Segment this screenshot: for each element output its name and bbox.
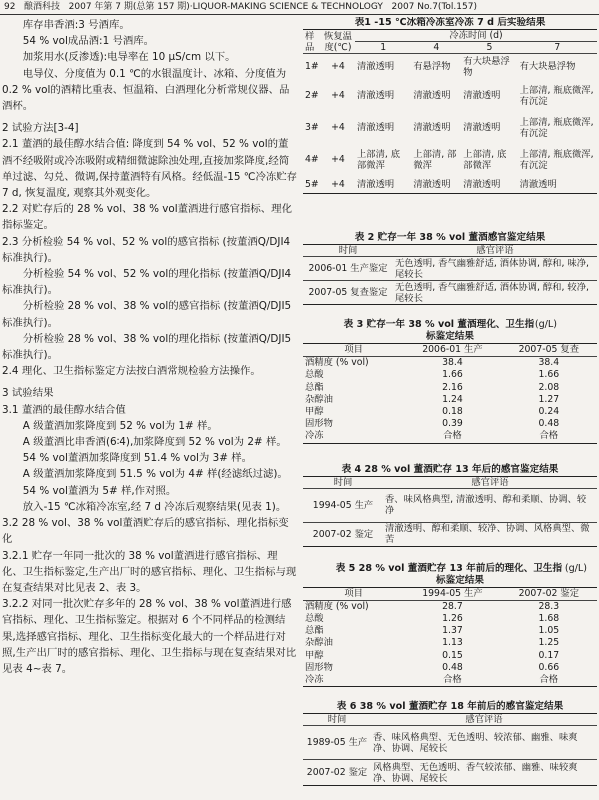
paragraph: 2.2 对贮存后的 28 % vol、38 % vol董酒进行感官指标、理化指标鉴定。 [2,203,292,232]
table1-cell: 有悬浮物 [413,61,451,73]
table-row [303,637,597,649]
table-row [303,357,597,370]
table1-cell: 清澈透明 [413,122,451,133]
table5-cell: 杂醇油 [305,637,333,649]
table-row [303,726,597,760]
paragraph: 54 % vol成品酒:1 号酒库。 [22,35,155,48]
table1-cell: 清澈透明 [519,178,557,190]
table2-cell: 2007-05 复查鉴定 [308,287,388,298]
paragraph: 分析检验 28 % vol、38 % vol的理化指标 (按董酒Q/DJI5 标准执行)。 [2,332,292,362]
paragraph: 2.1 董酒的最佳醇水结合值: 降度到 54 % vol、52 % vol的董酒不经吸附或冷冻吸附或精细微滤除浊处理,直接加浆降度,经简单过滤、勾兑、微调,保持董酒特有风格。经低温-15 ℃冷冻贮存 7 d, 恢复温度, 观察其外观变化。 [2,138,298,200]
table6-caption: 表 6 38 % vol 董酒贮存 18 年前后的感官鉴定结果 [336,701,564,713]
paragraph: A 级董酒加浆降度到 51.5 % vol为 4# 样(经滤纸过滤)。 [22,468,288,481]
table4-cell: 1994-05 生产 [312,499,374,511]
table-row [303,488,597,522]
table1-day: 7 [554,42,561,53]
table5-cell: 总酯 [305,625,324,637]
table1-header-sample: 样品 [305,30,315,53]
table5 [303,587,597,688]
table1-cell: 5# [305,178,319,190]
table-row [303,522,597,546]
table2-header-time: 时间 [338,245,358,256]
table1-cell: 清澈透明 [413,178,451,190]
table5-header: 项目 [344,587,363,599]
table1-cell: 清澈透明 [463,122,501,133]
table1-cell: +4 [331,61,345,73]
table4-header-eval: 感官评语 [471,476,509,488]
table5-caption [303,563,597,587]
table2-cell: 2006-01 生产鉴定 [308,263,388,274]
table4 [303,476,597,547]
table6 [303,713,597,786]
table1-cell: +4 [331,178,345,190]
table5-header: 2007-02 鉴定 [518,587,579,599]
table3-cell: 2.08 [538,381,560,393]
table5-cell: 1.26 [442,613,463,625]
table5-cell: 1.13 [442,637,463,649]
table3-cell: 0.39 [442,418,463,430]
table1-cell: +4 [331,154,345,165]
paragraph: 3.2 28 % vol、38 % vol董酒贮存后的感官指标、理化指标变化 [2,517,289,546]
table3-header: 项目 [344,344,363,355]
table-row [303,54,597,80]
table1-cell: +4 [331,90,345,101]
table-row [303,613,597,625]
paragraph: A 级董酒加浆降度到 52 % vol为 1# 样。 [22,419,218,432]
table6-header-eval: 感官评语 [465,714,503,726]
table5-cell: 固形物 [305,661,333,673]
table3-cell: 固形物 [305,418,333,430]
paragraph: 3.2.1 贮存一年同一批次的 38 % vol董酒进行感官指标、理化、卫生指标鉴定,生产出厂时的感官指标、理化、卫生指标与现在复查结果对比见表 2、表 3。 [2,549,297,594]
table5-cell: 合格 [443,674,462,686]
paragraph: 分析检验 54 % vol、52 % vol的理化指标 (按董酒Q/DJI4 标准执行)。 [2,268,292,297]
table4-cell: 清澈透明、醇和柔顺、较净、协调、风格典型、微苦 [385,523,590,546]
table-row [303,369,597,381]
table-row [303,406,597,418]
table6-cell: 风格典型、无色透明、香气较浓郁、幽雅、味较爽净、协调、尾较长 [373,761,578,784]
paragraph: 3.2.2 对同一批次贮存多年的 28 % vol、38 % vol董酒进行感官指标、理化、卫生指标鉴定。根据对 6 个不同样品的检测结果,选择感官指标、理化、卫生指标变化最大的一个样品进行对照,生产出厂时的感官指标、理化、卫生指标与现在复查结果对比见表 4~表 7。 [2,598,297,675]
table-row [303,112,597,144]
table5-cell: 1.37 [442,625,463,637]
paragraph: A 级董酒比串香酒(6∶4),加浆降度到 52 % vol为 2# 样。 [22,436,287,449]
table5-cell: 28.7 [442,600,463,612]
table3-cell: 总酯 [305,381,324,393]
table3-cell: 0.18 [442,406,463,418]
table1-cell: 有大块悬浮物 [519,61,576,73]
table3-cell: 合格 [443,430,462,442]
table3-cell: 冷冻 [305,430,324,442]
table1-cell: 上部清, 瓶底微浑, 有沉淀 [519,84,594,107]
table1-cell: 清澈透明 [357,90,395,101]
table5-caption-text: 表 5 28 % vol 董酒贮存 13 年前后的理化、卫生指标鉴定结果 [335,562,563,586]
table3-caption-text: 表 3 贮存一年 38 % vol 董酒理化、卫生指标鉴定结果 [343,319,535,342]
table1-cell: 3# [305,122,319,133]
issue-info: 2007 年第 7 期(总第 157 期)·LIQUOR-MAKING SCIENCE & TECHNOLOGY [68,2,383,12]
table3-cell: 2.16 [442,381,463,393]
table4-cell: 2007-02 鉴定 [312,528,374,540]
table-row [303,600,597,613]
table3-cell: 合格 [539,430,559,442]
issue-number: 2007 No.7(Tol.157) [391,2,477,12]
table5-cell: 甲醇 [305,649,324,661]
table1-cell: 4# [305,154,319,165]
table5-cell: 酒精度 (% vol) [305,600,369,612]
table1 [303,29,597,194]
paragraph: 2.4 理化、卫生指标鉴定方法按白酒常规检验方法操作。 [2,365,261,378]
table3-cell: 0.48 [538,418,560,430]
table5-cell: 合格 [539,674,559,686]
table1-caption: 表1 -15 ℃冰箱冷冻室冷冻 7 d 后实验结果 [354,17,546,28]
table-row [303,382,597,394]
table2 [303,244,597,305]
page-number: 92 [4,2,16,12]
paragraph: 分析检验 28 % vol、38 % vol的感官指标 (按董酒Q/DJI5 标准执行)。 [2,300,292,329]
table-row [303,80,597,112]
table5-header: 1994-05 生产 [422,587,483,599]
paragraph: 库存串香酒:3 号酒库。 [22,19,130,31]
paragraph: 54 % vol董酒为 5# 样,作对照。 [22,484,177,497]
table-row [303,625,597,637]
table5-cell: 0.17 [538,649,560,661]
table1-cell: 上部清, 瓶底微浑, 有沉淀 [519,148,594,171]
table5-cell: 1.68 [538,613,560,625]
table-row [303,257,597,281]
table2-cell: 无色透明, 香气幽雅舒适, 酒体协调, 醇和, 较净, 尾较长 [395,281,589,304]
table5-cell: 总酸 [305,613,324,625]
table1-cell: 清澈透明 [463,178,501,190]
table1-header-temp: 恢复温度(℃) [324,30,352,53]
table-row [303,418,597,430]
section-heading: 2 试验方法[3-4] [2,122,79,135]
table1-cell: 上部清, 底部微浑 [357,148,401,171]
table1-cell: 2# [305,90,319,101]
table3-cell: 1.66 [538,369,560,381]
running-header [0,0,599,16]
table6-cell: 2007-02 鉴定 [306,767,368,779]
table3-header: 2007-05 复查 [518,344,579,355]
table-row [303,430,597,443]
table5-cell: 冷冻 [305,674,324,686]
table4-header-time: 时间 [333,476,353,488]
table1-cell: 清澈透明 [357,178,395,190]
table3-cell: 酒精度 (% vol) [305,357,369,369]
journal-name: 酿酒科技 [24,2,61,12]
table1-day: 1 [380,42,387,53]
table1-day: 5 [486,42,493,53]
table-row [303,394,597,406]
table3-unit: (g/L) [534,319,557,330]
table1-cell: 清澈透明 [463,90,501,101]
table2-cell: 无色透明, 香气幽雅舒适, 酒体协调, 醇和, 味净, 尾较长 [395,257,589,280]
paragraph: 3.1 董酒的最佳醇水结合值 [2,403,126,416]
paragraph: 2.3 分析检验 54 % vol、52 % vol的感官指标 (按董酒Q/DJI4 标准执行)。 [2,235,291,264]
table5-cell: 28.3 [538,600,560,612]
table1-cell: 清澈透明 [357,61,395,73]
table4-cell: 香、味风格典型, 清澈透明、醇和柔顺、协调、较净 [385,494,587,517]
table-row [303,650,597,662]
table3 [303,343,597,444]
table1-cell: 清澈透明 [357,122,395,133]
table3-cell: 杂醇油 [305,393,333,405]
table3-header: 2006-01 生产 [422,344,483,355]
table1-cell: +4 [331,122,345,133]
paragraph: 放入-15 ℃冰箱冷冻室,经 7 d 冷冻后观察结果(见表 1)。 [22,500,287,513]
table3-cell: 甲醇 [305,406,324,418]
table6-cell: 香、味风格典型、无色透明、较浓郁、幽雅、味爽净、协调、尾较长 [373,731,578,754]
left-column [2,17,298,800]
table3-cell: 0.24 [538,406,560,418]
table-row [303,144,597,176]
table5-cell: 1.05 [538,625,560,637]
table1-cell: 上部清, 瓶底微浑, 有沉淀 [519,116,594,139]
table1-cell: 上部清, 底部微浑 [463,148,507,171]
table3-cell: 38.4 [538,357,560,369]
table-row [303,760,597,786]
table3-caption [303,319,597,343]
table4-caption: 表 4 28 % vol 董酒贮存 13 年后的感官鉴定结果 [341,463,559,475]
table1-day: 4 [433,42,440,53]
paragraph: 电导仪、分度值为 0.1 ℃的水银温度计、冰箱、分度值为 0.2 % vol的酒精比重表、恒温箱、白酒理化分析常规仪器、品酒杯。 [2,67,290,113]
table5-cell: 0.15 [442,649,463,661]
table1-header-time: 冷冻时间 (d) [355,30,597,42]
table-row [303,281,597,305]
table1-cell: 上部清, 部微浑 [413,148,457,171]
table-row [303,176,597,194]
table2-header-eval: 感官评语 [476,245,514,256]
table6-cell: 1989-05 生产 [306,737,368,749]
header-rule [0,14,599,15]
table1-cell: 清澈透明 [413,90,451,101]
table3-cell: 1.24 [442,393,463,405]
table2-caption: 表 2 贮存一年 38 % vol 董酒感官鉴定结果 [354,232,546,243]
table3-cell: 总酸 [305,369,324,381]
paragraph: 加浆用水(反渗透):电导率在 10 μS/cm 以下。 [22,51,236,64]
paragraph: 54 % vol董酒加浆降度到 51.4 % vol为 3# 样。 [22,452,253,465]
table-row [303,662,597,674]
table5-cell: 0.66 [538,661,560,673]
section-heading: 3 试验结果 [2,387,54,400]
table5-unit: (g/L) [564,562,587,574]
table3-cell: 1.66 [442,369,463,381]
table1-cell: 有大块悬浮物 [463,55,510,78]
table1-cell: 1# [305,61,319,73]
table5-cell: 1.25 [538,637,560,649]
table5-cell: 0.48 [442,661,463,673]
right-column [303,17,597,800]
table3-cell: 1.27 [538,393,560,405]
table3-cell: 38.4 [442,357,463,369]
table6-header-time: 时间 [327,714,347,726]
table-row [303,674,597,687]
